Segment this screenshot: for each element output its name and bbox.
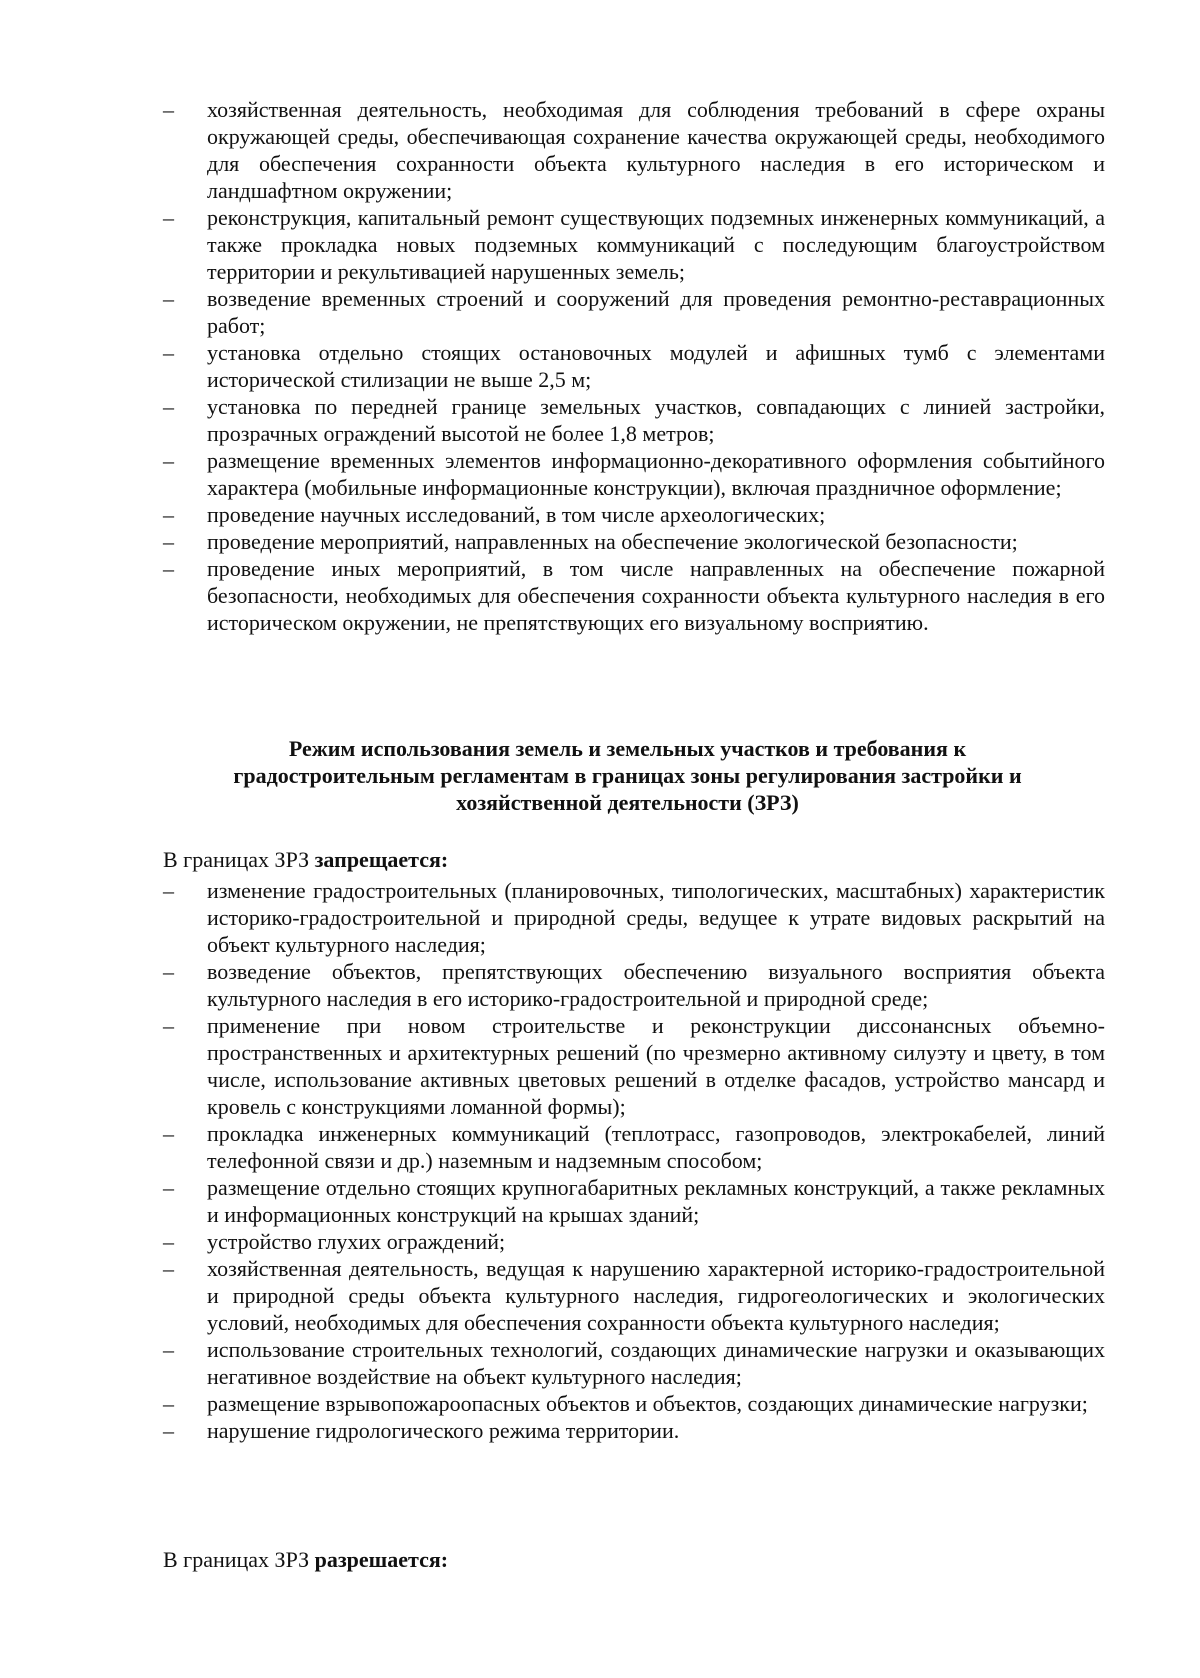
allowed-intro: [163, 1546, 1105, 1573]
list-item: [163, 1120, 1105, 1174]
list-item: [163, 958, 1105, 1012]
list-item-text: хозяйственная деятельность, необходимая для соблюдения требований в сфере охраны окружающей среды, обеспечивающая сохранение качества окружающей среды, необходимого для обеспечения сохранности объекта культурного наследия в его историческом и ландшафтном окружении;: [207, 97, 1105, 203]
list-item: [163, 1336, 1105, 1390]
list-item: [163, 1417, 1105, 1444]
list-item: [163, 339, 1105, 393]
list-item-text: размещение временных элементов информационно-декоративного оформления событийного характера (мобильные информационные конструкции), включая праздничное оформление;: [207, 448, 1105, 500]
list-item-text: изменение градостроительных (планировочных, типологических, масштабных) характеристик историко-градостроительной и природной среды, ведущее к утрате видовых раскрытий на объект культурного наследия;: [207, 878, 1105, 957]
list-item: [163, 1228, 1105, 1255]
dash-bullet: –: [163, 1013, 174, 1038]
dash-bullet: –: [163, 340, 174, 365]
list-item-text: размещение взрывопожароопасных объектов и объектов, создающих динамические нагрузки;: [207, 1391, 1088, 1416]
dash-bullet: –: [163, 97, 174, 122]
list-item-text: возведение объектов, препятствующих обеспечению визуального восприятия объекта культурного наследия в его историко-градостроительной и природной среде;: [207, 959, 1105, 1011]
dash-bullet: –: [163, 1229, 174, 1254]
list-item-text: использование строительных технологий, создающих динамические нагрузки и оказывающих негативное воздействие на объект культурного наследия;: [207, 1337, 1105, 1389]
list-item-text: реконструкция, капитальный ремонт существующих подземных инженерных коммуникаций, а также прокладка новых подземных коммуникаций с последующим благоустройством территории и рекультивацией нарушенных земель;: [207, 205, 1105, 284]
list-item-text: возведение временных строений и сооружений для проведения ремонтно-реставрационных работ;: [207, 286, 1105, 338]
list-item: [163, 204, 1105, 285]
list-item-text: прокладка инженерных коммуникаций (теплотрасс, газопроводов, электрокабелей, линий телефонной связи и др.) наземным и надземным способом;: [207, 1121, 1105, 1173]
allowed-intro-prefix: В границах ЗРЗ: [163, 1547, 315, 1572]
list-item: [163, 555, 1105, 636]
list-item-text: хозяйственная деятельность, ведущая к нарушению характерной историко-градостроительной и природной среды объекта культурного наследия, гидрогеологических и экологических условий, необходимых для обеспечения сохранности объекта культурного наследия;: [207, 1256, 1105, 1335]
forbidden-activities-list: [163, 877, 1105, 1444]
dash-bullet: –: [163, 959, 174, 984]
forbidden-intro: [163, 846, 1105, 873]
list-item-text: проведение научных исследований, в том числе археологических;: [207, 502, 826, 527]
list-item-text: проведение иных мероприятий, в том числе направленных на обеспечение пожарной безопасности, необходимых для обеспечения сохранности объекта культурного наследия в его историческом окружении, не препятствующих его визуальному восприятию.: [207, 556, 1105, 635]
list-item-text: применение при новом строительстве и реконструкции диссонансных объемно-пространственных и архитектурных решений (по чрезмерно активному силуэту и цвету, в том числе, использование активных цветовых решений в отделке фасадов, устройство мансард и кровель с конструкциями ломанной формы);: [207, 1013, 1105, 1119]
section-heading: [150, 735, 1105, 816]
dash-bullet: –: [163, 529, 174, 554]
forbidden-intro-prefix: В границах ЗРЗ: [163, 847, 315, 872]
list-item: [163, 528, 1105, 555]
list-item: [163, 501, 1105, 528]
dash-bullet: –: [163, 1175, 174, 1200]
forbidden-intro-emphasis: запрещается:: [314, 847, 449, 872]
permitted-activities-list-continued: [163, 96, 1105, 636]
dash-bullet: –: [163, 502, 174, 527]
dash-bullet: –: [163, 556, 174, 581]
list-item: [163, 447, 1105, 501]
dash-bullet: –: [163, 205, 174, 230]
list-item: [163, 1255, 1105, 1336]
dash-bullet: –: [163, 1391, 174, 1416]
list-item: [163, 1012, 1105, 1120]
dash-bullet: –: [163, 286, 174, 311]
list-item-text: нарушение гидрологического режима территории.: [207, 1418, 680, 1443]
dash-bullet: –: [163, 1121, 174, 1146]
allowed-intro-emphasis: разрешается:: [314, 1547, 449, 1572]
list-item-text: размещение отдельно стоящих крупногабаритных рекламных конструкций, а также рекламных и информационных конструкций на крышах зданий;: [207, 1175, 1105, 1227]
dash-bullet: –: [163, 1337, 174, 1362]
section-heading-line: хозяйственной деятельности (ЗРЗ): [456, 790, 799, 815]
dash-bullet: –: [163, 1256, 174, 1281]
list-item: [163, 393, 1105, 447]
list-item: [163, 1390, 1105, 1417]
list-item-text: установка по передней границе земельных участков, совпадающих с линией застройки, прозрачных ограждений высотой не более 1,8 метров;: [207, 394, 1105, 446]
list-item-text: установка отдельно стоящих остановочных модулей и афишных тумб с элементами исторической стилизации не выше 2,5 м;: [207, 340, 1105, 392]
list-item: [163, 285, 1105, 339]
section-heading-line: Режим использования земель и земельных участков и требования к: [288, 736, 967, 761]
list-item: [163, 96, 1105, 204]
list-item-text: проведение мероприятий, направленных на обеспечение экологической безопасности;: [207, 529, 1018, 554]
list-item: [163, 877, 1105, 958]
dash-bullet: –: [163, 448, 174, 473]
dash-bullet: –: [163, 878, 174, 903]
dash-bullet: –: [163, 394, 174, 419]
section-heading-line: градостроительным регламентам в границах зоны регулирования застройки и: [233, 763, 1022, 788]
list-item-text: устройство глухих ограждений;: [207, 1229, 506, 1254]
list-item: [163, 1174, 1105, 1228]
dash-bullet: –: [163, 1418, 174, 1443]
